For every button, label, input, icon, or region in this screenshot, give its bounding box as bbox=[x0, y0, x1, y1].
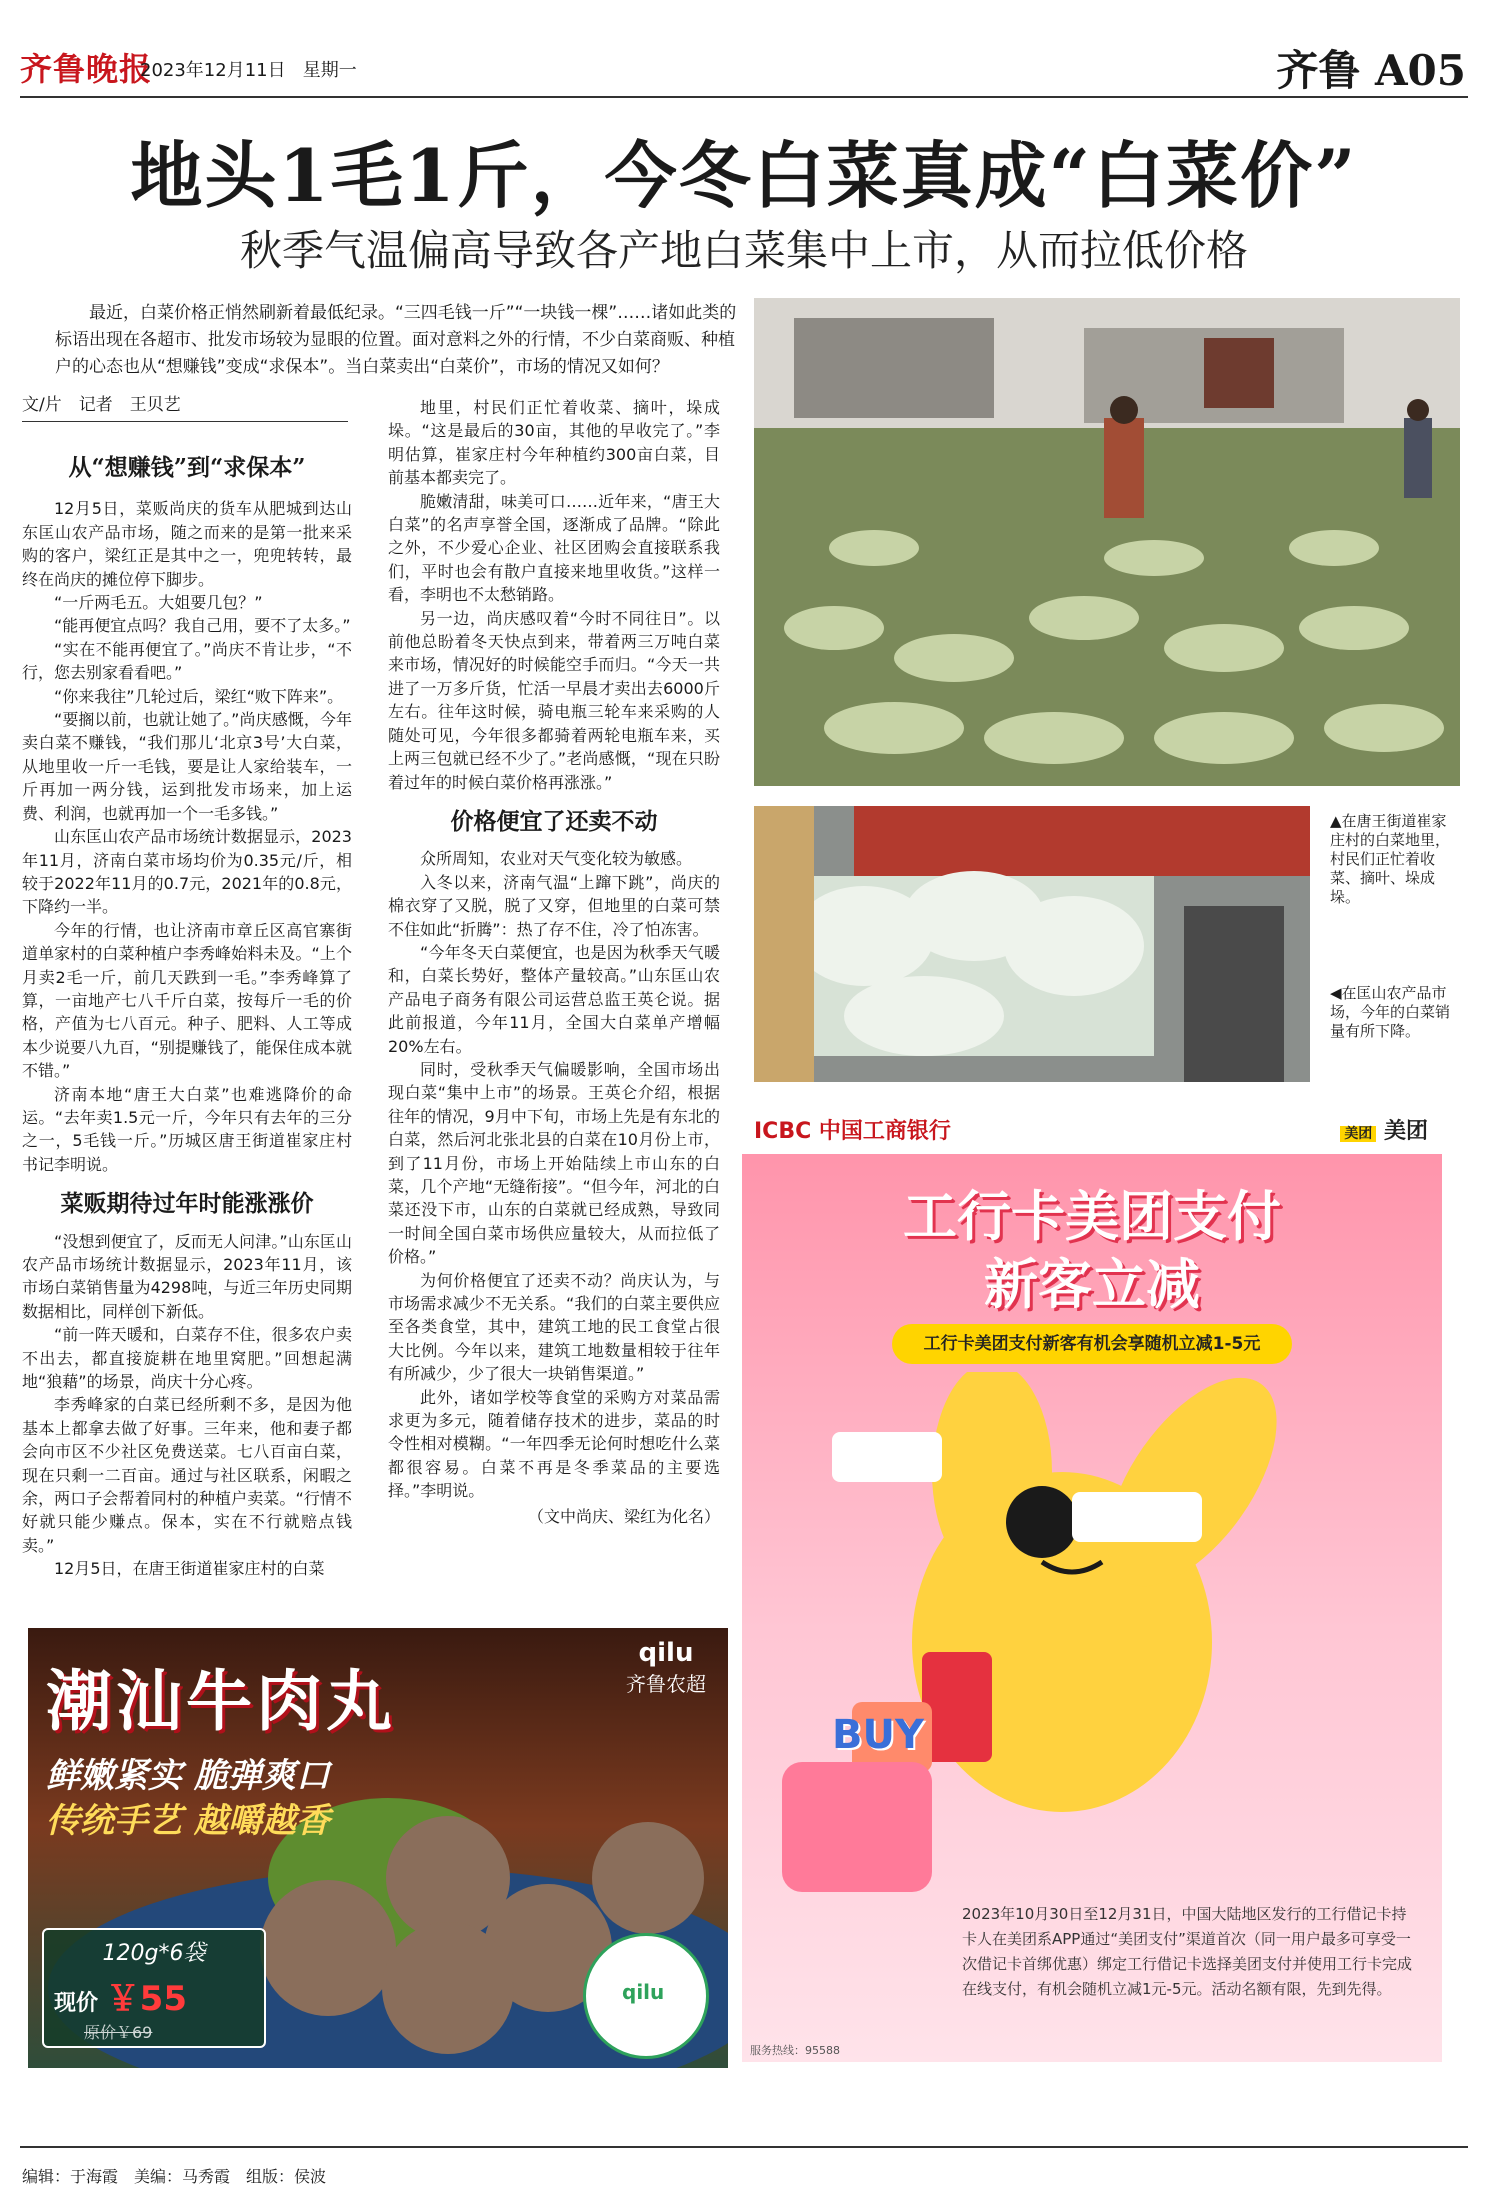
footer-rule bbox=[20, 2146, 1468, 2148]
icbc-logo: ICBC 中国工商银行 bbox=[754, 1119, 951, 1144]
article-paragraph: 同时，受秋季天气偏暖影响，全国市场出现白菜“集中上市”的场景。王英仑介绍，根据往年的情况，9月中下旬，市场上先是有东北的白菜，然后河北张北县的白菜在10月份上市，到了11月份，市场上开始陆续上市山东的白菜，几个产地“无缝衔接”。“但今年，河北的白菜还没下市，山东的白菜就已经成熟，导致同一时间全国白菜市场供应量较大，从而拉低了价格。” bbox=[388, 1059, 720, 1267]
ad-product-title: 潮汕牛肉丸 bbox=[46, 1663, 396, 1740]
article-paragraph: 12月5日，菜贩尚庆的货车从肥城到达山东匡山农产品市场，随之而来的是第一批来采购的客户，梁红正是其中之一，兜兜转转，最终在尚庆的摊位停下脚步。 bbox=[22, 499, 352, 589]
service-hotline: 服务热线：95588 bbox=[750, 2044, 840, 2057]
article-paragraph: 12月5日，在唐王街道崔家庄村的白菜 bbox=[54, 1559, 325, 1579]
article-paragraph: “前一阵天暖和，白菜存不住，很多农户卖不出去，都直接旋耕在地里窝肥。”回想起满地“狼藉”的场景，尚庆十分心疼。 bbox=[22, 1325, 352, 1392]
issue-date: 2023年12月11日 星期一 bbox=[140, 60, 357, 81]
article-paragraph: “你来我往”几轮过后，梁红“败下阵来”。 bbox=[54, 686, 344, 706]
article-paragraph: 今年的行情，也让济南市章丘区高官寨街道单家村的白菜种植户李秀峰始料未及。“上个月卖2毛一斤，前几天跌到一毛。”李秀峰算了算，一亩地产七八千斤白菜，按每斤一毛的价格，产值为七八百元。种子、肥料、人工等成本少说要八九百，“别提赚钱了，能保住成本就不错。” bbox=[22, 920, 352, 1081]
ad-terms-text: 2023年10月30日至12月31日，中国大陆地区发行的工行借记卡持卡人在美团系APP通过“美团支付”渠道首次（同一用户最多可享受一次借记卡首绑优惠）绑定工行借记卡选择美团支付并使用工行卡完成在线支付，有机会随机立减1元-5元。活动名额有限，先到先得。 bbox=[962, 1905, 1413, 1998]
ad-offer-banner: 工行卡美团支付新客有机会享随机立减1-5元 bbox=[892, 1324, 1292, 1364]
article-paragraph: 地里，村民们正忙着收菜、摘叶，垛成垛。“这是最后的30亩，其他的早收完了。”李明估算，崔家庄村今年种植约300亩白菜，目前基本都卖完了。 bbox=[388, 398, 720, 488]
meituan-badge: 美团 bbox=[1340, 1126, 1376, 1142]
mascot-illustration bbox=[742, 1372, 1442, 1892]
page-subheadline: 秋季气温偏高导致各产地白菜集中上市，从而拉低价格 bbox=[239, 226, 1248, 275]
brand-logo-wordmark: qilu bbox=[638, 1638, 694, 1668]
ad-title-line-1: 工行卡美团支付 bbox=[903, 1185, 1281, 1248]
section-heading-3: 价格便宜了还卖不动 bbox=[450, 807, 658, 835]
section-heading-1: 从“想赚钱”到“求保本” bbox=[68, 454, 306, 481]
article-paragraph: “今年冬天白菜便宜，也是因为秋季天气暖和，白菜长势好，整体产量较高。”山东匡山农产品电子商务有限公司运营总监王英仑说。据此前报道，今年11月，全国大白菜单产增幅20%左右。 bbox=[388, 942, 720, 1056]
article-paragraph: “能再便宜点吗？我自己用，要不了太多。” bbox=[54, 616, 351, 636]
article-paragraph: 另一边，尚庆感叹着“今时不同往日”。以前他总盼着冬天快点到来，带着两三万吨白菜来市场，情况好的时候能空手而归。“今天一共进了一万多斤货，忙活一早晨才卖出去6000斤左右。往年这时候，骑电瓶三轮车来采购的人随处可见，今年很多都骑着两轮电瓶车来，买上两三包就已经不少了。”老尚感慨，“现在只盼着过年的时候白菜价格再涨涨。” bbox=[388, 608, 720, 792]
qr-code[interactable] bbox=[583, 1933, 709, 2059]
page-headline: 地头1毛1斤，今冬白菜真成“白菜价” bbox=[130, 133, 1358, 218]
article-paragraph: 李秀峰家的白菜已经所剩不多，是因为他基本上都拿去做了好事。三年来，他和妻子都会向市区不少社区免费送菜。七八百亩白菜，现在只剩一二百亩。通过与社区联系，闲暇之余，两口子会帮着同村的种植户卖菜。“行情不好就只能少赚点。保本，实在不行就赔点钱卖。” bbox=[22, 1395, 352, 1555]
article-paragraph: 山东匡山农产品市场统计数据显示，2023年11月，济南白菜市场均价为0.35元/斤，相较于2022年11月的0.7元，2021年的0.8元，下降约一半。 bbox=[22, 827, 352, 917]
article-paragraph: 为何价格便宜了还卖不动？尚庆认为，与市场需求减少不无关系。“我们的白菜主要供应至各类食堂，其中，建筑工地的民工食堂占很大比例。今年以来，建筑工地数量相较于往年有所减少，少了很大一块销售渠道。” bbox=[388, 1270, 720, 1384]
article-credit: （文中尚庆、梁红为化名） bbox=[527, 1506, 720, 1526]
article-paragraph: “一斤两毛五。大姐要几包？” bbox=[54, 593, 263, 613]
article-lead: 最近，白菜价格正悄然刷新着最低纪录。“三四毛钱一斤”“一块钱一棵”……诸如此类的标语出现在各超市、批发市场较为显眼的位置。面对意料之外的行情，不少白菜商贩、种植户的心态也从“想赚钱”变成“求保本”。当白菜卖出“白菜价”，市场的情况又如何？ bbox=[55, 303, 737, 377]
header-rule bbox=[20, 96, 1468, 98]
article-paragraph: 入冬以来，济南气温“上蹿下跳”，尚庆的棉衣穿了又脱，脱了又穿，但地里的白菜可禁不住如此“折腾”：热了存不住，冷了怕冻害。 bbox=[388, 872, 720, 939]
article-byline: 文/片 记者 王贝艺 bbox=[22, 390, 348, 422]
section-heading-2: 菜贩期待过年时能涨涨价 bbox=[60, 1190, 314, 1218]
current-price: 现价 ￥55 bbox=[54, 1979, 188, 2019]
ad-slogan-1: 鲜嫩紧实 脆弹爽口 bbox=[46, 1756, 330, 1796]
article-paragraph: “要搁以前，也就让她了。”尚庆感慨，今年卖白菜不赚钱，“我们那儿‘北京3号’大白菜，从地里收一斤一毛钱，要是让人家给装车，一斤再加一两分钱，运到批发市场来，加上运费、利润，也就再加一个一毛多钱。” bbox=[22, 710, 352, 823]
original-price: 原价￥69 bbox=[84, 2023, 153, 2042]
article-paragraph: “实在不能再便宜了。”尚庆不肯让步，“不行，您去别家看看吧。” bbox=[22, 639, 352, 683]
meituan-logo: 美团 美团 bbox=[1340, 1114, 1428, 1145]
photo2-caption: ◀在匡山农产品市场，今年的白菜销量有所下降。 bbox=[1330, 984, 1451, 1040]
editor-credits: 编辑：于海霞 美编：马秀霞 组版：侯波 bbox=[22, 2167, 327, 2186]
cabbage-field-photo bbox=[754, 298, 1460, 786]
qr-logo: qilu bbox=[622, 1980, 665, 2004]
brand-name: 齐鲁农超 bbox=[626, 1672, 706, 1696]
page-section-label: 齐鲁 A05 bbox=[1276, 46, 1466, 95]
article-paragraph: 脆嫩清甜，味美可口……近年来，“唐王大白菜”的名声享誉全国，逐渐成了品牌。“除此之外，不少爱心企业、社区团购会直接联系我们，平时也会有散户直接来地里收货。”这样一看，李明也不太愁销路。 bbox=[388, 491, 720, 605]
photo1-caption: ▲在唐王街道崔家庄村的白菜地里，村民们正忙着收菜、摘叶、垛成垛。 bbox=[1330, 812, 1451, 906]
article-column-1 bbox=[22, 432, 352, 1581]
product-spec: 120g*6袋 bbox=[102, 1941, 206, 1966]
price-box bbox=[42, 1928, 266, 2048]
ad-slogan-2: 传统手艺 越嚼越香 bbox=[46, 1801, 330, 1841]
market-cabbage-photo bbox=[754, 806, 1310, 1082]
article-paragraph: “没想到便宜了，反而无人问津。”山东匡山农产品市场统计数据显示，2023年11月，该市场白菜销售量为4298吨，与近三年历史同期数据相比，同样创下新低。 bbox=[22, 1231, 352, 1321]
article-paragraph: 众所周知，农业对天气变化较为敏感。 bbox=[420, 849, 693, 869]
brand-logo bbox=[626, 1638, 706, 1697]
article-column-2 bbox=[388, 396, 720, 1528]
buy-label: BUY bbox=[832, 1712, 924, 1758]
icbc-meituan-advertisement[interactable] bbox=[742, 1102, 1442, 2062]
article-paragraph: 此外，诸如学校等食堂的采购方对菜品需求更为多元，随着储存技术的进步，菜品的时令性相对模糊。“一年四季无论何时想吃什么菜都很容易。白菜不再是冬季菜品的主要选择。”李明说。 bbox=[388, 1387, 720, 1501]
article-paragraph: 济南本地“唐王大白菜”也难逃降价的命运。“去年卖1.5元一斤，今年只有去年的三分之一，5毛钱一斤。”历城区唐王街道崔家庄村书记李明说。 bbox=[22, 1084, 352, 1174]
masthead-logo: 齐鲁晚报 bbox=[20, 50, 153, 88]
beef-ball-advertisement[interactable] bbox=[28, 1628, 728, 2068]
ad-title-line-2: 新客立减 bbox=[984, 1253, 1200, 1316]
